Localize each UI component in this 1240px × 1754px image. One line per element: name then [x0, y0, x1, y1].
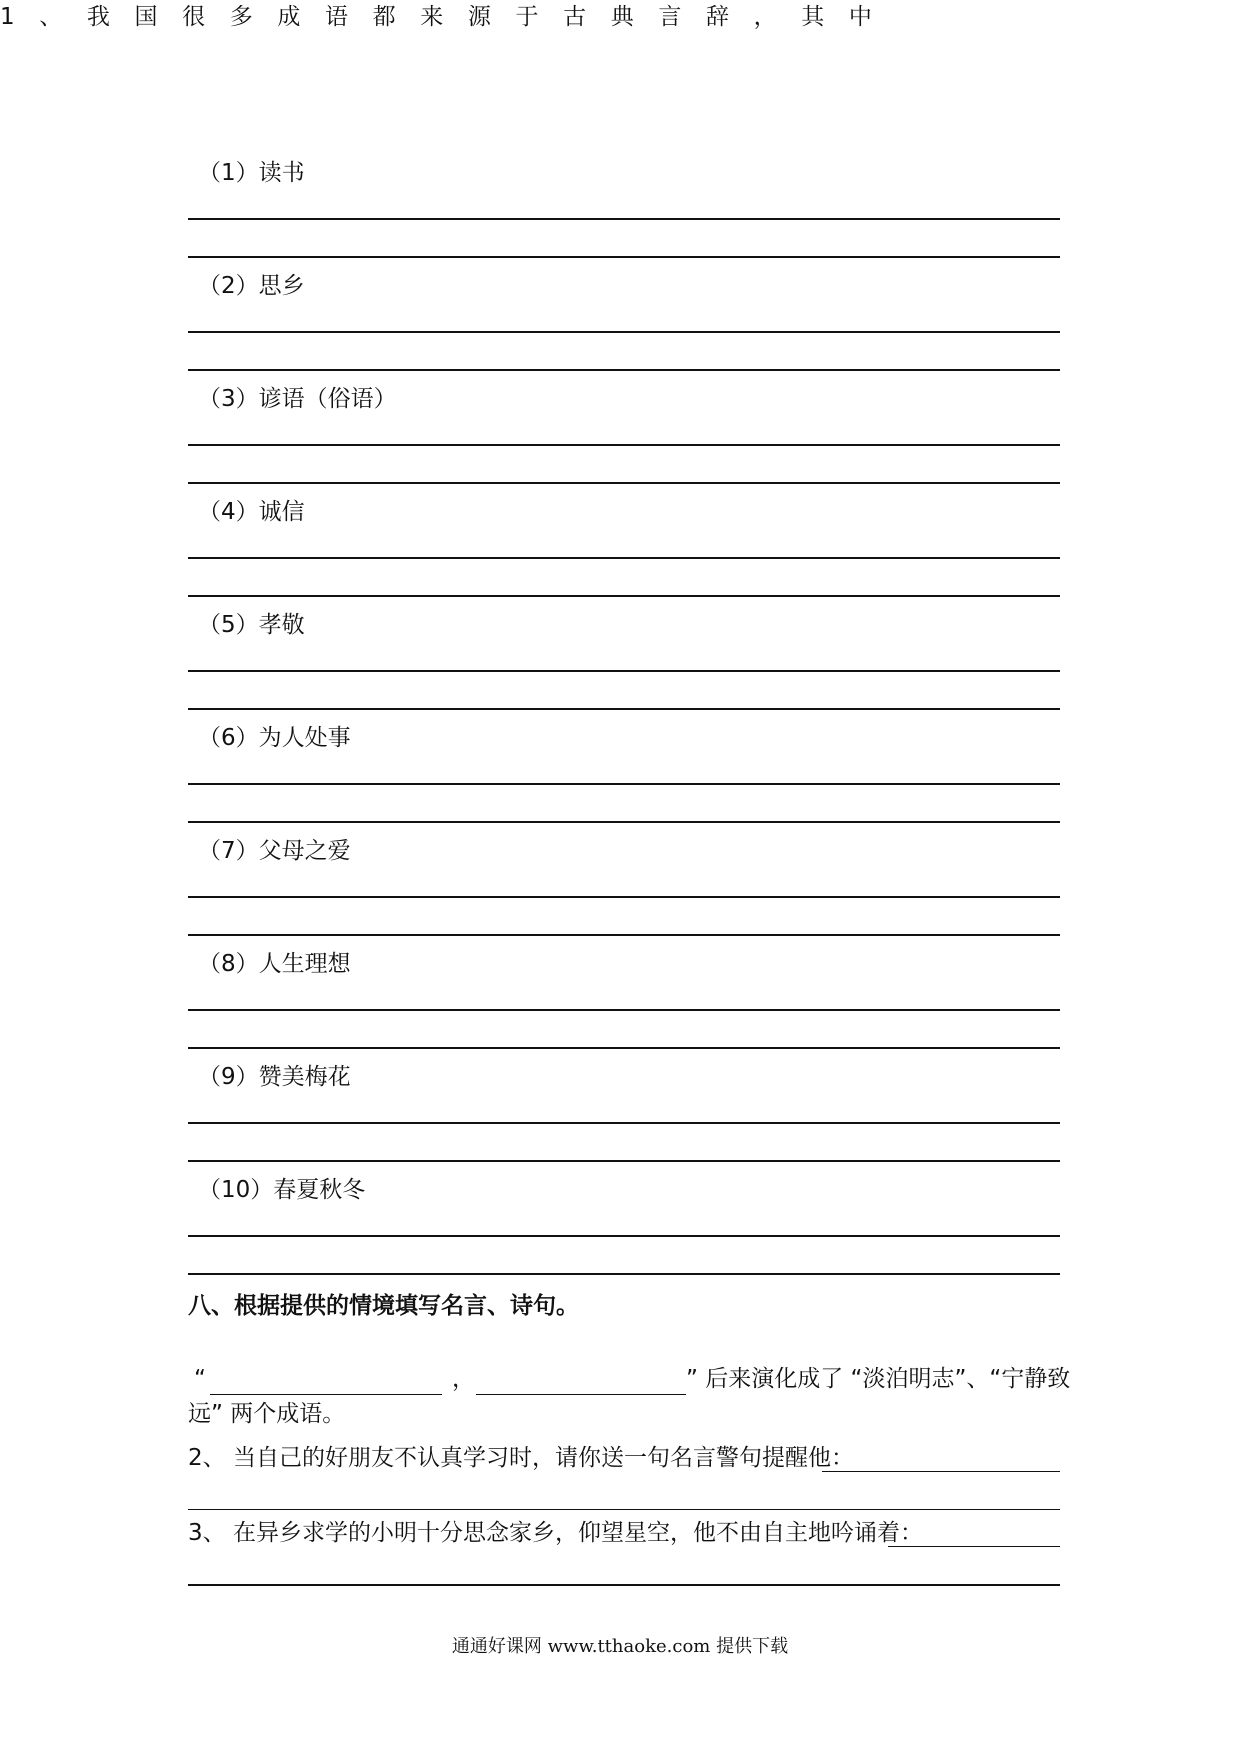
item-label: （1）读书	[198, 160, 305, 186]
section-title: 八、根据提供的情境填写名言、诗句。	[188, 1293, 579, 1319]
q1-char: ，	[753, 4, 777, 30]
question-3-text: 3、 在异乡求学的小明十分思念家乡，仰望星空，他不由自主地吟诵着：	[188, 1520, 923, 1546]
q1-char: 中	[848, 4, 872, 30]
item-label: （8）人生理想	[198, 951, 351, 977]
q2-answer-line[interactable]	[188, 1509, 1060, 1510]
q1-char: 都	[372, 4, 396, 30]
answer-line[interactable]	[188, 595, 1060, 597]
q1-char: 多	[229, 4, 253, 30]
answer-line[interactable]	[188, 331, 1060, 333]
answer-line[interactable]	[188, 1009, 1060, 1011]
answer-line[interactable]	[188, 670, 1060, 672]
q1-blank-1[interactable]	[210, 1394, 442, 1395]
item-label: （10）春夏秋冬	[198, 1177, 366, 1203]
answer-line[interactable]	[188, 708, 1060, 710]
q1-char: 语	[325, 4, 349, 30]
answer-line[interactable]	[188, 821, 1060, 823]
answer-line[interactable]	[188, 783, 1060, 785]
q1-comma: ，	[452, 1366, 475, 1392]
q1-char: 其	[801, 4, 825, 30]
answer-line[interactable]	[188, 369, 1060, 371]
answer-line[interactable]	[188, 482, 1060, 484]
q1-line-3: 远” 两个成语。	[188, 1401, 346, 1427]
answer-line[interactable]	[188, 256, 1060, 258]
item-label: （6）为人处事	[198, 725, 351, 751]
q1-char: 典	[610, 4, 634, 30]
answer-line[interactable]	[188, 896, 1060, 898]
q1-char: 1	[0, 4, 15, 30]
q1-char: 来	[420, 4, 444, 30]
question-2-text: 2、 当自己的好朋友不认真学习时，请你送一句名言警句提醒他：	[188, 1445, 854, 1471]
answer-line[interactable]	[188, 218, 1060, 220]
answer-line[interactable]	[188, 1235, 1060, 1237]
item-label: （4）诚信	[198, 499, 305, 525]
q1-after-blank: ” 后来演化成了 “淡泊明志”、“宁静致	[686, 1366, 1071, 1392]
item-label: （5）孝敬	[198, 612, 305, 638]
answer-line[interactable]	[188, 1273, 1060, 1275]
q1-char: 言	[658, 4, 682, 30]
answer-line[interactable]	[188, 557, 1060, 559]
answer-line[interactable]	[188, 444, 1060, 446]
answer-line[interactable]	[188, 1160, 1060, 1162]
item-label: （2）思乡	[198, 273, 305, 299]
answer-line[interactable]	[188, 934, 1060, 936]
item-label: （7）父母之爱	[198, 838, 351, 864]
q2-blank[interactable]	[822, 1471, 1060, 1472]
q1-char: 辞	[706, 4, 730, 30]
q1-char: 古	[563, 4, 587, 30]
footer-credit: 通通好课网 www.tthaoke.com 提供下载	[451, 1636, 789, 1657]
q1-blank-2[interactable]	[476, 1394, 686, 1395]
question-1-line-1	[0, 0, 872, 34]
q3-answer-line[interactable]	[188, 1584, 1060, 1586]
answer-line[interactable]	[188, 1122, 1060, 1124]
item-label: （9）赞美梅花	[198, 1064, 351, 1090]
q1-char: 很	[182, 4, 206, 30]
answer-line[interactable]	[188, 1047, 1060, 1049]
q1-char: 于	[515, 4, 539, 30]
q1-char: 源	[467, 4, 491, 30]
q3-blank[interactable]	[888, 1546, 1060, 1547]
item-label: （3）谚语（俗语）	[198, 386, 397, 412]
q1-char: 国	[134, 4, 158, 30]
q1-char: 、	[39, 4, 63, 30]
q1-open-quote: “	[194, 1366, 206, 1392]
q1-char: 我	[86, 4, 110, 30]
q1-char: 成	[277, 4, 301, 30]
